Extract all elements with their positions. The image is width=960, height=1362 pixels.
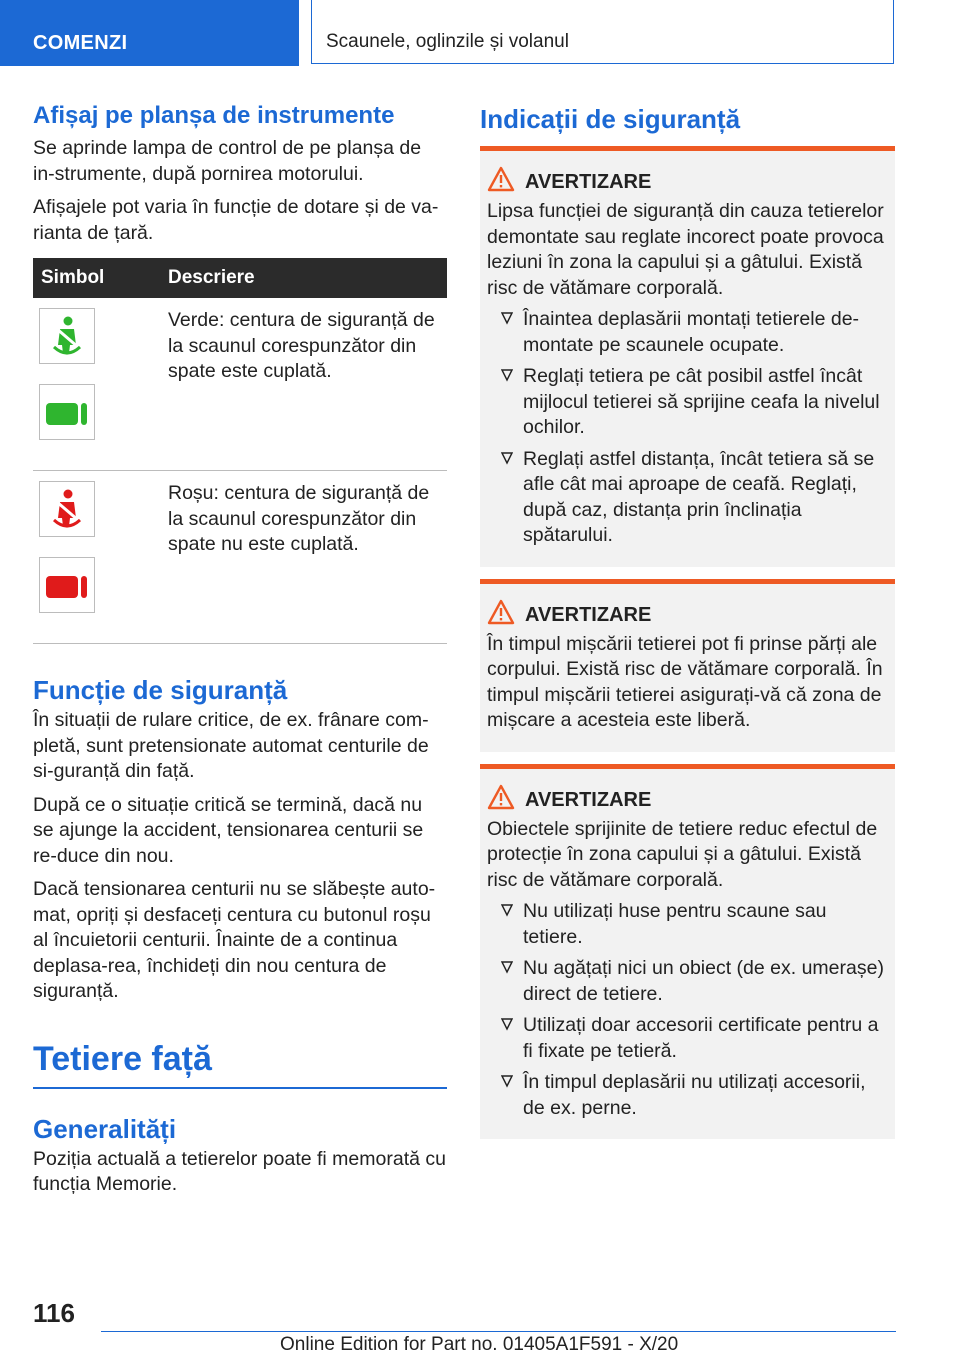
edition-text: Online Edition for Part no. 01405A1F591 - X/20 xyxy=(280,1334,679,1355)
right-column xyxy=(480,100,895,1139)
general-heading: Generalități xyxy=(33,1113,177,1144)
chapter-title: Scaunele, oglinzile și volanul xyxy=(326,31,569,52)
warning-box xyxy=(480,764,895,1140)
footer-rule xyxy=(101,1331,896,1332)
safety-paragraph-1: În situații de rulare critice, de ex. frânare com-pletă, sunt pretensionate automat centurile de si-guranță din față. xyxy=(33,709,429,782)
page-number: 116 xyxy=(33,1298,75,1328)
column-header-symbol: Simbol xyxy=(33,258,160,298)
row-description: Verde: centura de siguranță de la scaunul corespunzător din spate este cuplată. xyxy=(168,309,435,382)
triangle-bullet-icon xyxy=(501,903,513,917)
warning-text: Lipsa funcției de siguranță din cauza tetierelor demontate sau reglate incorect poate provoca leziuni în zona la capului și a gâtului. Există risc de vătămare corporală. xyxy=(487,200,884,299)
green-seat-indicator-icon xyxy=(39,384,95,440)
warning-title: AVERTIZARE xyxy=(525,603,652,626)
warning-triangle-icon xyxy=(487,599,515,625)
warning-text: Obiectele sprijinite de tetiere reduc efectul de protecție în zona capului și a gâtului. Există risc de vătămare corporală. xyxy=(487,817,878,891)
table-row xyxy=(33,471,447,644)
display-heading: Afișaj pe planșa de instrumente xyxy=(33,102,395,129)
warning-title: AVERTIZARE xyxy=(525,171,652,193)
triangle-bullet-icon xyxy=(501,451,513,465)
section-label: COMENZI xyxy=(33,32,128,54)
green-seatbelt-icon xyxy=(39,308,95,364)
general-paragraph: Poziția actuală a tetierelor poate fi memorată cu funcția Memorie. xyxy=(33,1147,446,1195)
triangle-bullet-icon xyxy=(501,311,513,325)
column-header-description: Descriere xyxy=(160,258,447,298)
list-item: Reglați astfel distanța, încât tetiera să se afle cât mai aproape de ceafă. Reglați, după caz, distanța prin înclinația spătarului. xyxy=(487,447,887,549)
list-item: Nu utilizați huse pentru scaune sau tetiere. xyxy=(487,899,887,950)
red-seatbelt-icon xyxy=(39,481,95,537)
warning-triangle-icon xyxy=(487,784,515,810)
page-header xyxy=(0,0,960,66)
warning-title: AVERTIZARE xyxy=(525,788,652,811)
list-item: Reglați tetiera pe cât posibil astfel încât mijlocul tetierei să sprijine ceafa la nivelul ochilor. xyxy=(487,364,887,441)
warning-triangle-icon xyxy=(487,166,515,192)
triangle-bullet-icon xyxy=(501,1074,513,1088)
red-seat-indicator-icon xyxy=(39,557,95,613)
warning-box xyxy=(480,146,895,567)
safety-paragraph-3: Dacă tensionarea centurii nu se slăbește auto-mat, opriți și desfaceți centura cu butonul roșu al încuietorii centurii. Înainte de a continua deplasa-rea, închideți din nou centura de siguranță. xyxy=(33,878,436,1002)
row-description: Roșu: centura de siguranță de la scaunul corespunzător din spate nu este cuplată. xyxy=(168,482,430,555)
section-tab xyxy=(0,0,299,66)
triangle-bullet-icon xyxy=(501,1017,513,1031)
warning-box xyxy=(480,579,895,752)
symbol-table xyxy=(33,258,447,644)
safety-notes-heading: Indicații de siguranță xyxy=(480,104,741,134)
headrest-heading: Tetiere față xyxy=(33,1039,212,1078)
triangle-bullet-icon xyxy=(501,960,513,974)
display-paragraph-1: Se aprinde lampa de control de pe planșa de in-strumente, după pornirea motorului. xyxy=(33,137,422,185)
list-item: Înaintea deplasării montați tetierele de-montate pe scaunele ocupate. xyxy=(487,307,887,358)
warning-text: În timpul mișcării tetierei pot fi prinse părți ale corpului. Există risc de vătămare corporală. În timpul mișcării tetierei asigurați-vă că zona de mișcare a acesteia este liberă. xyxy=(487,632,883,731)
list-item: Nu agățați nici un obiect (de ex. umerașe) direct de tetiere. xyxy=(487,956,887,1007)
display-paragraph-2: Afișajele pot varia în funcție de dotare și de va-rianta de țară. xyxy=(33,196,439,244)
triangle-bullet-icon xyxy=(501,368,513,382)
table-row xyxy=(33,298,447,471)
safety-function-heading: Funcție de siguranță xyxy=(33,675,288,705)
chapter-tab xyxy=(311,0,894,64)
safety-paragraph-2: După ce o situație critică se termină, dacă nu se ajunge la accident, tensionarea centurii se re-duce din nou. xyxy=(33,793,424,867)
list-item: Utilizați doar accesorii certificate pentru a fi fixate pe tetieră. xyxy=(487,1013,887,1064)
left-column xyxy=(33,100,447,1198)
list-item: În timpul deplasării nu utilizați accesorii, de ex. perne. xyxy=(487,1070,887,1121)
